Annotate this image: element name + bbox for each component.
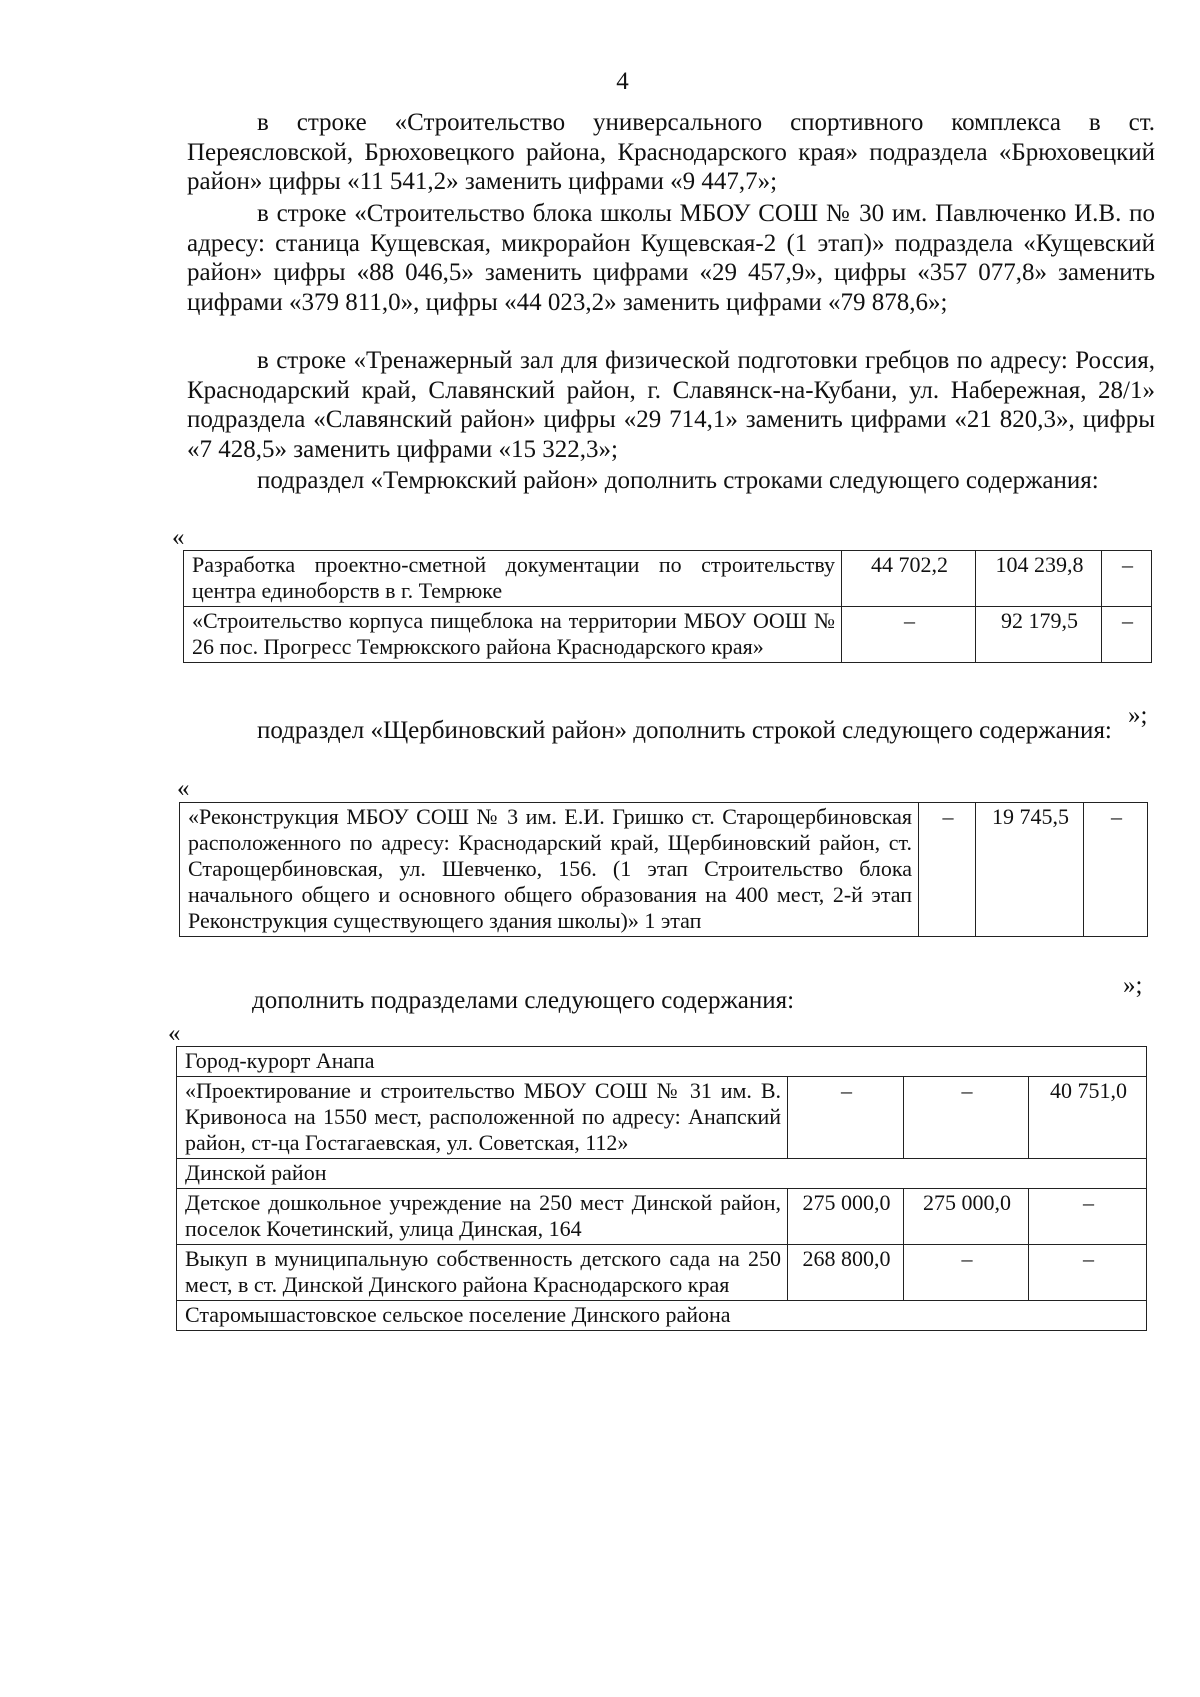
section-title-anapa: Город-курорт Анапа bbox=[177, 1047, 1147, 1077]
value-cell: 19 745,5 bbox=[976, 803, 1084, 937]
value-cell: – bbox=[904, 1245, 1029, 1301]
paragraph-text: подраздел «Темрюкский район» дополнить строками следующего содержания: bbox=[257, 467, 1099, 494]
new-sections-table bbox=[176, 1046, 1147, 1331]
row-name: Разработка проектно-сметной документации по строительству центра единоборств в г. Темрюке bbox=[184, 551, 842, 607]
table-row bbox=[177, 1077, 1147, 1159]
value-cell: – bbox=[842, 607, 976, 663]
paragraph-text: подраздел «Щербиновский район» дополнить строкой следующего содержания: bbox=[257, 717, 1112, 744]
value-cell: 92 179,5 bbox=[976, 607, 1102, 663]
value-cell: – bbox=[1084, 803, 1148, 937]
paragraph-text: в строке «Тренажерный зал для физической подготовки гребцов по адресу: Россия, Краснодарский край, Славянский район, г. Славянск-на-Кубани, ул. Набережная, 28/1» подраздела «Славянский район» цифры «29 714,1» заменить цифрами «21 820,3», цифры «7 428,5» заменить цифрами «15 322,3»; bbox=[187, 347, 1155, 463]
row-name: «Строительство корпуса пищеблока на территории МБОУ ООШ № 26 пос. Прогресс Темрюкского района Краснодарского края» bbox=[184, 607, 842, 663]
row-name: Детское дошкольное учреждение на 250 мест Динской район, поселок Кочетинский, улица Динская, 164 bbox=[177, 1189, 788, 1245]
section-title-dinskoy: Динской район bbox=[177, 1159, 1147, 1189]
table-row bbox=[177, 1189, 1147, 1245]
row-name: «Реконструкция МБОУ СОШ № 3 им. Е.И. Гришко ст. Старощербиновская расположенного по адресу: Краснодарский край, Щербиновский район, ст. Старощербиновская, ул. Шевченко, 156. (1 этап Строительство блока начального общего и основного общего образования на 400 мест, 2-й этап Реконструкция существующего здания школы)» 1 этап bbox=[180, 803, 919, 937]
value-cell: – bbox=[919, 803, 976, 937]
opening-quote: « bbox=[168, 1020, 181, 1047]
value-cell: – bbox=[1029, 1245, 1147, 1301]
table-row bbox=[184, 607, 1152, 663]
table-row bbox=[184, 551, 1152, 607]
value-cell: 44 702,2 bbox=[842, 551, 976, 607]
value-cell: 268 800,0 bbox=[788, 1245, 904, 1301]
paragraph-bryukhovetsky bbox=[187, 108, 1155, 197]
section-header-row bbox=[177, 1301, 1147, 1331]
value-cell: – bbox=[1102, 551, 1152, 607]
value-cell: – bbox=[904, 1077, 1029, 1159]
row-name: «Проектирование и строительство МБОУ СОШ № 31 им. В. Кривоноса на 1550 мест, расположенной по адресу: Анапский район, ст-ца Гостагаевская, ул. Советская, 112» bbox=[177, 1077, 788, 1159]
value-cell: 40 751,0 bbox=[1029, 1077, 1147, 1159]
value-cell: 275 000,0 bbox=[904, 1189, 1029, 1245]
value-cell: 275 000,0 bbox=[788, 1189, 904, 1245]
value-cell: – bbox=[1029, 1189, 1147, 1245]
section-title-staromyshastovskoe: Старомышастовское сельское поселение Динского района bbox=[177, 1301, 1147, 1331]
value-cell: 104 239,8 bbox=[976, 551, 1102, 607]
page-number: 4 bbox=[616, 68, 629, 95]
value-cell: – bbox=[788, 1077, 904, 1159]
section-header-row bbox=[177, 1159, 1147, 1189]
row-name: Выкуп в муниципальную собственность детского сада на 250 мест, в ст. Динской Динского района Краснодарского края bbox=[177, 1245, 788, 1301]
value-cell: – bbox=[1102, 607, 1152, 663]
paragraph-text: в строке «Строительство универсального спортивного комплекса в ст. Переясловской, Брюховецкого района, Краснодарского края» подраздела «Брюховецкий район» цифры «11 541,2» заменить цифрами «9 447,7»; bbox=[187, 109, 1155, 195]
paragraph-text: в строке «Строительство блока школы МБОУ СОШ № 30 им. Павлюченко И.В. по адресу: станица Кущевская, микрорайон Кущевская-2 (1 этап)» подраздела «Кущевский район» цифры «88 046,5» заменить цифрами «29 457,9», цифры «357 077,8» заменить цифрами «379 811,0», цифры «44 023,2» заменить цифрами «79 878,6»; bbox=[187, 200, 1155, 316]
section-header-row bbox=[177, 1047, 1147, 1077]
paragraph-kushchevsky bbox=[187, 199, 1155, 317]
closing-quote: »; bbox=[1123, 972, 1143, 999]
closing-quote: »; bbox=[1128, 702, 1148, 729]
table-row bbox=[177, 1245, 1147, 1301]
temryuk-table bbox=[183, 550, 1152, 663]
shcherbinovsky-table bbox=[179, 802, 1148, 937]
opening-quote: « bbox=[177, 775, 190, 802]
paragraph-shcherbinovsky bbox=[187, 716, 1155, 746]
paragraph-temryuk bbox=[187, 466, 1155, 496]
paragraph-new-sections: дополнить подразделами следующего содержания: bbox=[252, 987, 795, 1014]
opening-quote: « bbox=[172, 524, 185, 551]
paragraph-slavyansky bbox=[187, 346, 1155, 464]
table-row bbox=[180, 803, 1148, 937]
